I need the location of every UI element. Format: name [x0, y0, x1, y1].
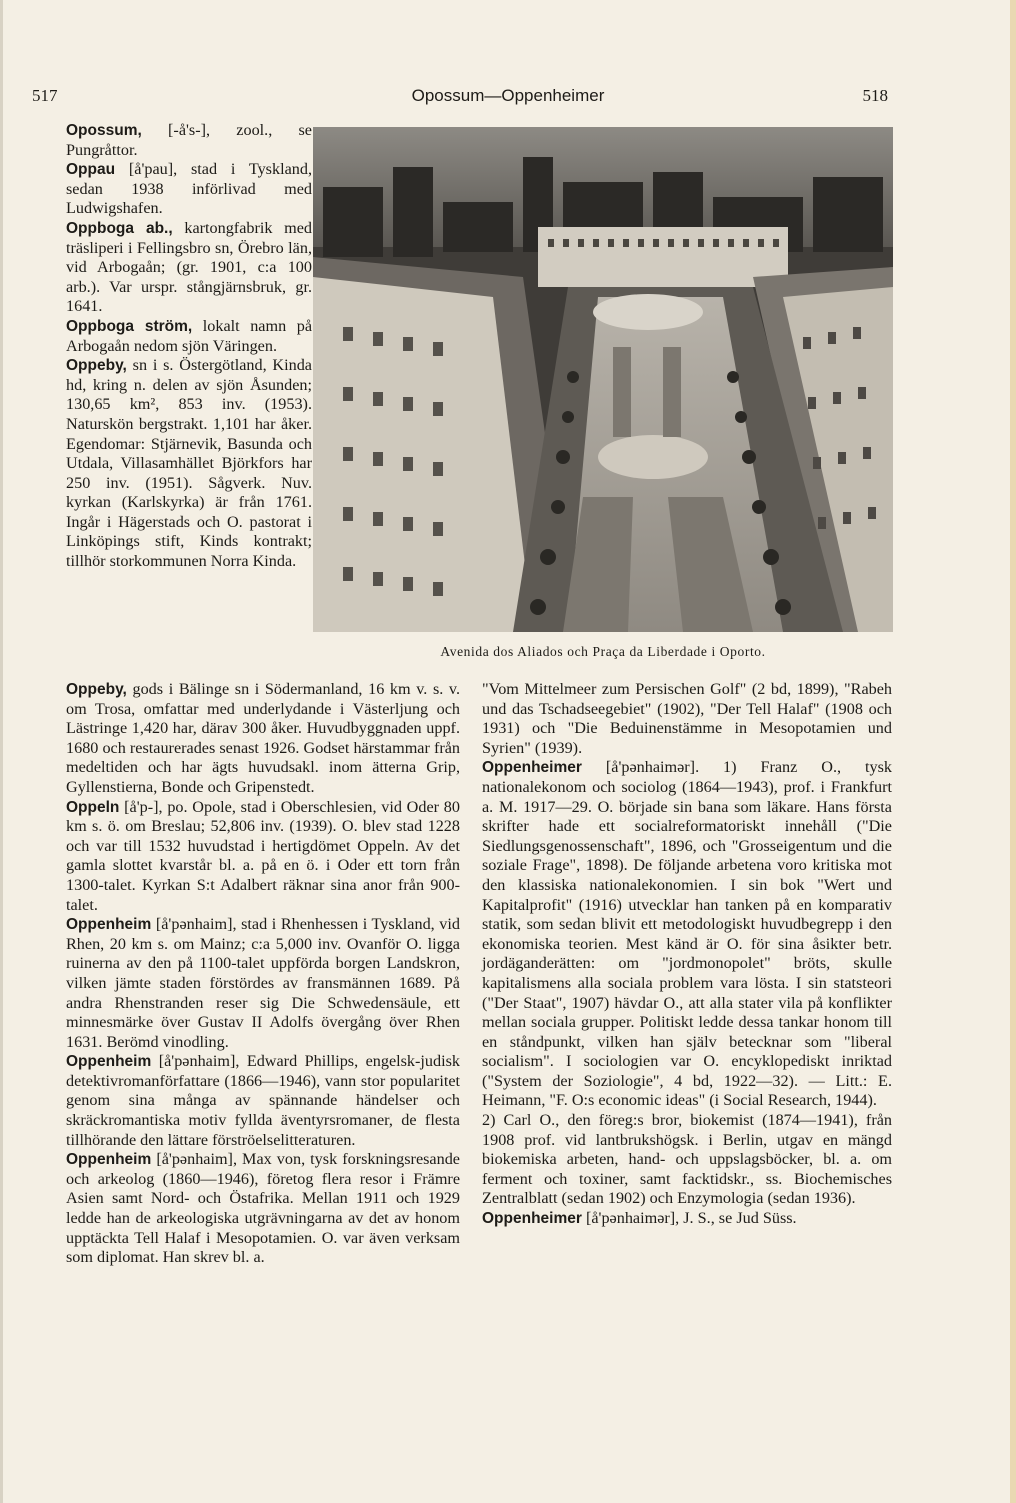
entry	[66, 219, 312, 317]
entry-term: Oppau	[66, 161, 116, 179]
entry-text: [å'pənhaimər]. 1) Franz O., tysk nationalekonom och sociolog (1864—1943), prof. i Frankfurt a. M. 1917—29. O. började sin bana som läkare. Hans första skrifter hade ett socialreformatoriskt innehåll ("Die Siedlungsgenossenschaft", 1896, och "Grosseigentum und die soziale Frage", 1898). De följande arbetena voro kritiska mot den klassiska nationalekonomien. I sin bok "Wert und Kapitalprofit" (1916) utvecklar han tanken på en komparativ statik, som sedan blivit ett metodologiskt huvudbegrepp i den ekonomiska teorien. Mest känd är O. för sina åsikter betr. jordäganderätten: om "jordmonopolet" bröts, skulle kapitalismens alla sociala problem vara lösta. I sin statsteori ("Der Staat", 1907) hävdar O., att alla stater vila på konflikter mellan sociala grupper. Politiskt ledde dessa tankar honom till en ståndpunkt, vilken han själv betecknar som "liberal socialism". I sociologien var O. encyklopediskt inriktad ("System der Soziologie", 4 bd, 1922—32). — Litt.: E. Heimann, "F. O:s economic ideas" (i Social Research, 1944).	[482, 758, 892, 1110]
page-edge-right	[1010, 0, 1016, 1503]
entry	[482, 680, 892, 758]
page-number-right: 518	[862, 86, 888, 105]
entry-term: Oppenheimer	[482, 759, 582, 777]
entry-term: Oppenheim	[66, 916, 152, 934]
entry-text: gods i Bälinge sn i Södermanland, 16 km v. s. v. om Trosa, omfattar med underlydande i Västerljung och Lästringe 1,420 har, därav 300 åker. Huvudbyggnaden uppf. 1680 och restaurerades senast 1926. Godset härstammar från medeltiden och har ägts huvudsakl. inom ätterna Grip, Gyllenstierna, Bonde och Gripenstedt.	[66, 680, 460, 796]
entry	[66, 915, 460, 1052]
city-photograph	[313, 127, 893, 632]
left-column-bottom	[66, 680, 460, 1268]
entry-text: [å'p-], po. Opole, stad i Oberschlesien, vid Oder 80 km s. ö. om Breslau; 52,806 inv. (1939). O. blev stad 1228 och var till 1532 huvudstad i hertigdömet Oppeln. Av det gamla slottet kvarstår bl. a. på en ö. i Oder ett torn från 1300-talet. Kyrkan S:t Adalbert räknar sina anor från 900-talet.	[66, 797, 460, 914]
entry-text: "Vom Mittelmeer zum Persischen Golf" (2 bd, 1899), "Rabeh und das Tschadseegebiet" (1902), "Der Tell Halaf" (1908 och 1931) och "Die Beduinenstämme in Mesopotamien und Syrien" (1939).	[482, 680, 892, 757]
entry	[66, 1052, 460, 1150]
photo-caption: Avenida dos Aliados och Praça da Liberdade i Oporto.	[440, 644, 766, 659]
entry-text: kartongfabrik med träsliperi i Fellingsbro sn, Örebro län, vid Arbogaån; (gr. 1901, c:a 100 arb.). Var urspr. stångjärnsbruk, gr. 1641.	[66, 218, 313, 316]
entry-term: Opossum,	[66, 122, 142, 139]
entry-text: lokalt namn på Arbogaån nedom sjön Väringen.	[66, 316, 313, 355]
entry	[66, 798, 460, 916]
running-header-title: Opossum—Oppenheimer	[411, 86, 605, 105]
entry-term: Oppeby,	[66, 681, 127, 698]
entry	[66, 317, 312, 356]
entry	[482, 1209, 892, 1229]
entry-term: Oppenheimer	[482, 1210, 582, 1228]
entry-text: [å'pənhaim], stad i Rhenhessen i Tyskland, vid Rhen, 20 km s. om Mainz; c:a 5,000 inv. Ovanför O. ligga ruinerna av den på 1100-talet uppförda borgen Landskron, vilken jämte staden förstördes av fransmännen 1689. På andra Rhenstranden reser sig Die Schwedensäule, ett minnesmärke över Gustav II Adolfs övergång över Rhen 1631. Berömd vinodling.	[66, 915, 460, 1051]
entry	[66, 160, 312, 219]
entry	[66, 121, 312, 160]
entry-term: Oppboga ström,	[66, 317, 193, 335]
entry-text: 2) Carl O., den föreg:s bror, biokemist (1874—1941), från 1908 prof. vid lantbrukshögsk. i Berlin, utgav en mängd biokemiska arbeten, hand- och uppslagsböcker, bl. a. om ferment och toxiner, samt facktidskr., ss. Biochemisches Zentralblatt (sedan 1902) och Enzymologia (sedan 1936).	[482, 1111, 892, 1208]
entry-term: Oppeln	[66, 798, 120, 816]
left-column-top	[66, 121, 312, 572]
entry-text: [å'pənhaim], Max von, tysk forskningsresande och arkeolog (1860—1946), företog flera resor i Främre Asien samt Nord- och Östafrika. Mellan 1911 och 1929 ledde han de arkeologiska utgrävningarna av det av honom upptäckta Tell Halaf i Mesopotamien. O. var även verksam som diplomat. Han skrev bl. a.	[66, 1150, 460, 1267]
page-number-left: 517	[32, 86, 58, 105]
entry-term: Oppenheim	[66, 1151, 152, 1169]
entry	[482, 758, 892, 1111]
entry-text: sn i s. Östergötland, Kinda hd, kring n. delen av sjön Åsunden; 130,65 km², 853 inv. (1953). Naturskön bergstrakt. 1,101 har åker. Egendomar: Stjärnevik, Basunda och Utdala, Villasamhället Björkfors har 250 inv. (1951). Sågverk. Nuv. kyrkan (Karlskyrka) är från 1761. Ingår i Hägerstads och O. pastorat i Linköpings stift, Kinds kontrakt; tillhör storkommunen Norra Kinda.	[66, 356, 312, 571]
right-column	[482, 680, 892, 1229]
entry-term: Oppboga ab.,	[66, 219, 173, 237]
entry-term: Oppenheim	[66, 1053, 152, 1071]
entry	[66, 1150, 460, 1268]
entry	[482, 1111, 892, 1209]
entry	[66, 356, 312, 572]
entry-text: [-å's-], zool., se Pungråttor.	[66, 121, 312, 159]
entry-text: [å'pənhaim], Edward Phillips, engelsk-judisk detektivromanförfattare (1866—1946), vann stor popularitet genom sina många av spännande händelser och skräckromantiska motiv fyllda äventyrsromaner, de flesta tillhörande den lättare förströelselitteraturen.	[66, 1052, 460, 1149]
entry-term: Oppeby,	[66, 357, 127, 375]
entry	[66, 680, 460, 798]
entry-text: [å'pau], stad i Tyskland, sedan 1938 införlivad med Ludwigshafen.	[66, 160, 312, 218]
page-edge-left	[0, 0, 3, 1503]
entry-text: [å'pənhaimər], J. S., se Jud Süss.	[581, 1209, 797, 1228]
